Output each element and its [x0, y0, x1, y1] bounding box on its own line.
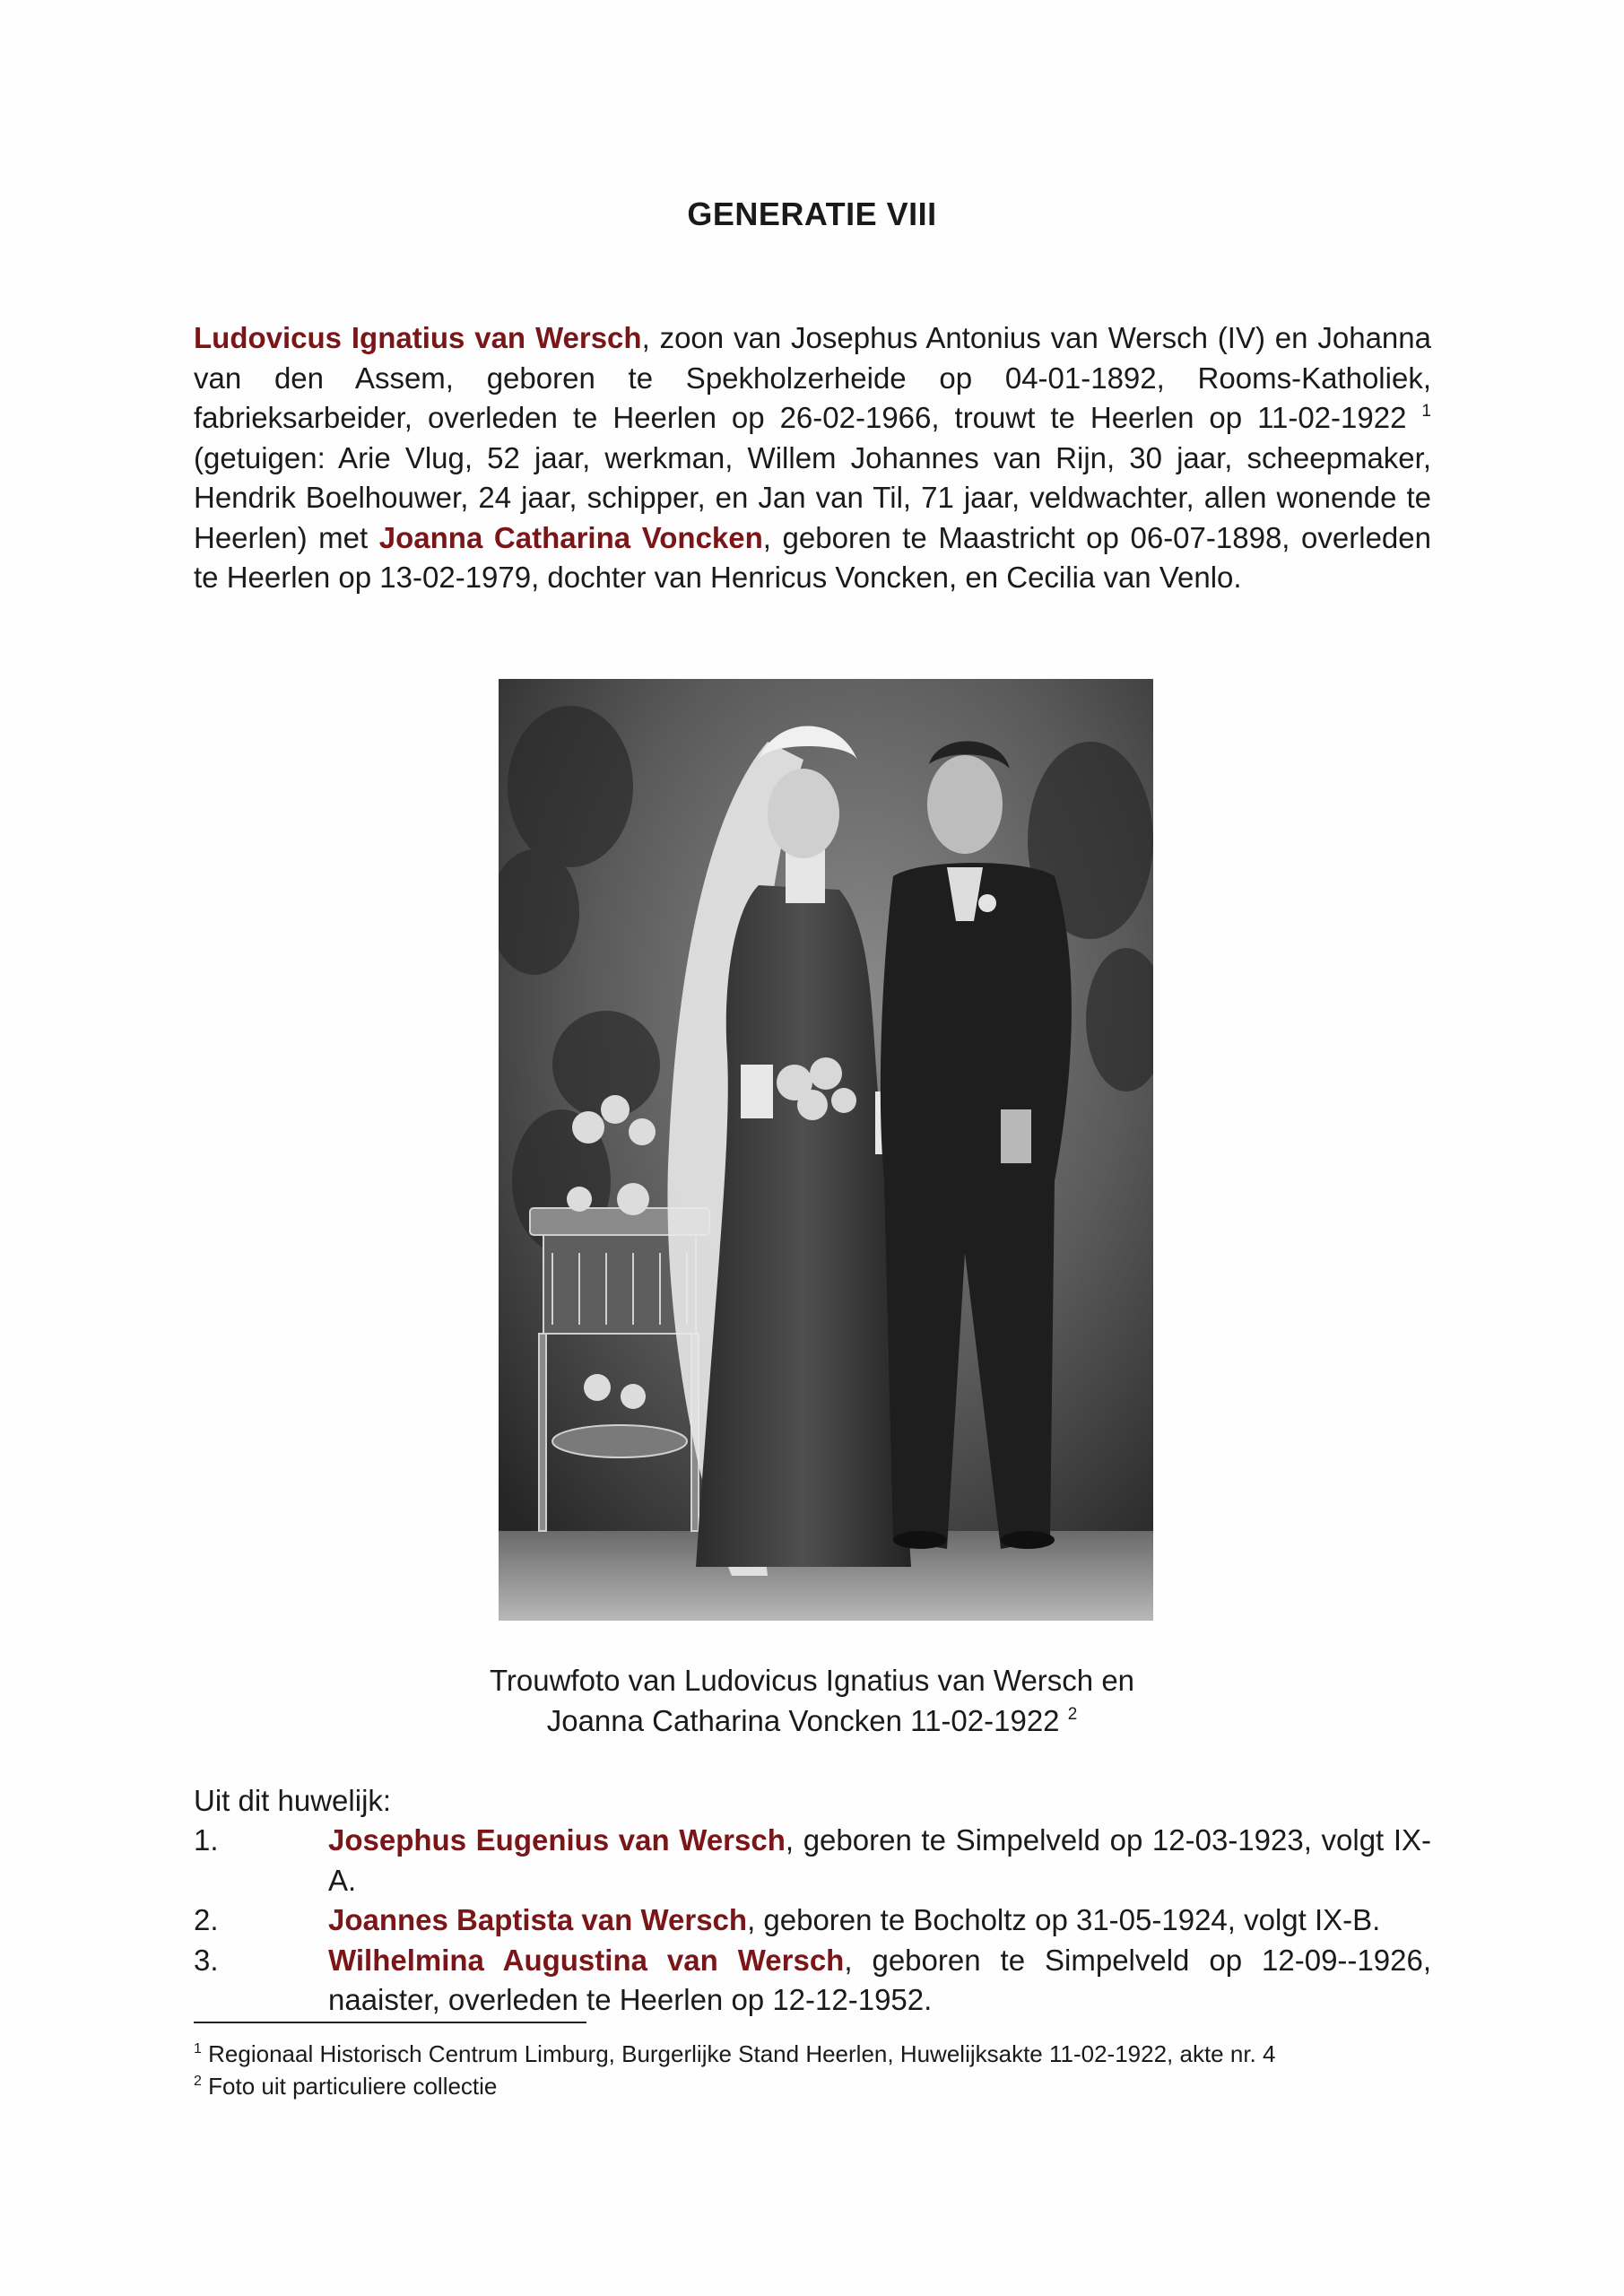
caption-line-1: Trouwfoto van Ludovicus Ignatius van Wersch en	[489, 1664, 1135, 1697]
marriage-label: Uit dit huwelijk:	[194, 1784, 392, 1817]
caption-line-2: Joanna Catharina Voncken 11-02-1922	[546, 1704, 1068, 1737]
photo-caption	[0, 1660, 1624, 1741]
footnote-ref-1: 1	[1421, 402, 1431, 421]
intro-text-3: , geboren te Maastricht op 06-07-1898, overleden te Heerlen op 13-02-1979, dochter van Henricus Voncken, en Cecilia van Venlo.	[194, 520, 1431, 594]
caption-line-2-wrap	[0, 1700, 1624, 1741]
child-number: 2.	[194, 1903, 219, 1936]
child-name: Joannes Baptista van Wersch	[328, 1903, 748, 1936]
list-item	[194, 1900, 1431, 1941]
page-title: GENERATIE VIII	[687, 196, 937, 232]
main-person-name: Ludovicus Ignatius van Wersch	[194, 321, 642, 354]
child-entry	[328, 1821, 1431, 1900]
intro-paragraph	[194, 318, 1431, 598]
child-entry	[328, 1941, 1431, 2021]
footnotes	[194, 2038, 1431, 2102]
spouse-name: Joanna Catharina Voncken	[378, 520, 763, 554]
child-number: 3.	[194, 1943, 219, 1977]
intro-text-2: (getuigen: Arie Vlug, 52 jaar, werkman, Willem Johannes van Rijn, 30 jaar, scheepmaker, Hendrik Boelhouwer, 24 jaar, schipper, en Jan van Til, 71 jaar, veldwachter, allen wonende te Heerlen) met	[194, 440, 1431, 554]
children-list	[194, 1821, 1431, 2021]
child-name: Wilhelmina Augustina van Wersch	[328, 1943, 845, 1977]
footnote-text: Regionaal Historisch Centrum Limburg, Burgerlijke Stand Heerlen, Huwelijksakte 11-02-1922, akte nr. 4	[201, 2040, 1276, 2067]
footnote-ref-2: 2	[1067, 1705, 1078, 1724]
footnote-divider	[194, 2022, 586, 2023]
footnote-2	[194, 2070, 1431, 2102]
intro-text-1: , zoon van Josephus Antonius van Wersch (IV) en Johanna van den Assem, geboren te Spekholzerheide op 04-01-1892, Rooms-Katholiek, fabrieksarbeider, overleden te Heerlen op 26-02-1966, trouwt te Heerlen op 11-02-1922	[194, 321, 1431, 434]
child-details: , geboren te Bocholtz op 31-05-1924, volgt IX-B.	[747, 1903, 1381, 1936]
child-number: 1.	[194, 1823, 219, 1857]
footnote-1	[194, 2038, 1431, 2070]
footnote-number: 2	[194, 2074, 202, 2089]
list-item	[194, 1941, 1431, 2021]
child-name: Josephus Eugenius van Wersch	[328, 1823, 786, 1857]
child-details: , geboren te Simpelveld op 12-03-1923, volgt IX-A.	[328, 1823, 1432, 1897]
child-entry	[328, 1900, 1431, 1941]
footnote-number: 1	[194, 2041, 202, 2057]
child-details: , geboren te Simpelveld op 12-09--1926, naaister, overleden te Heerlen op 12-12-1952.	[328, 1943, 1431, 2016]
list-item	[194, 1821, 1431, 1900]
wedding-photo	[499, 679, 1153, 1621]
footnote-text: Foto uit particuliere collectie	[201, 2073, 498, 2100]
